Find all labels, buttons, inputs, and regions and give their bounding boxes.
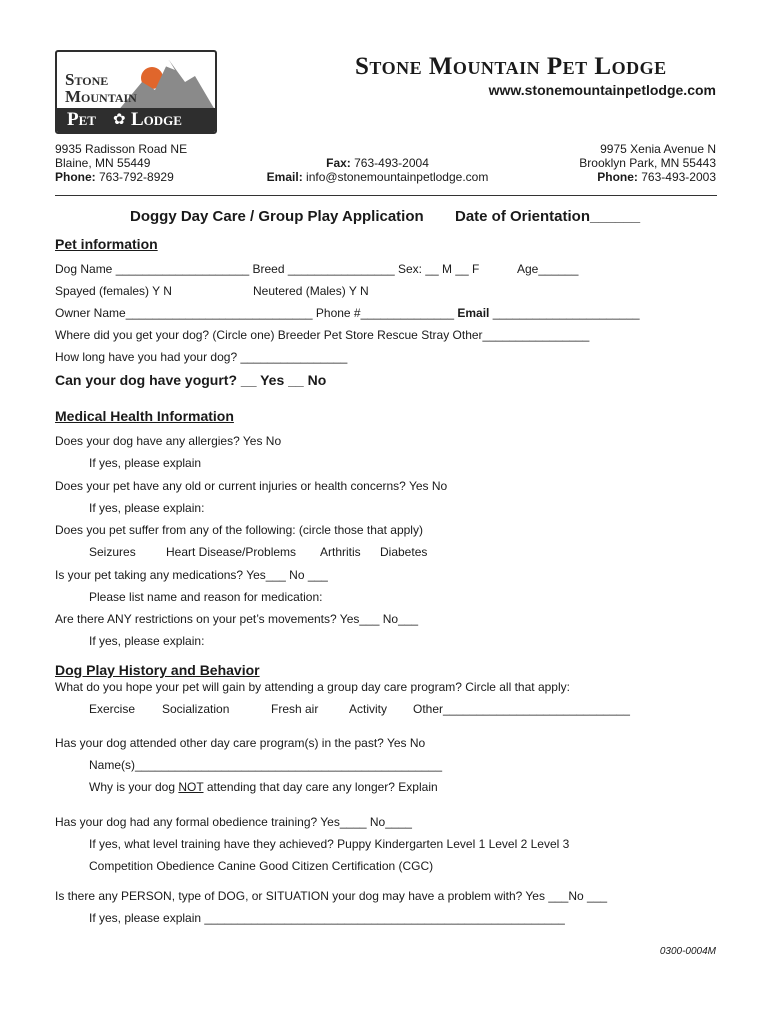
hope-question: What do you hope your pet will gain by attending a group day care program? Circle all that apply: [55, 680, 570, 694]
left-phone [55, 170, 187, 184]
injuries-question[interactable]: Does your pet have any old or current injuries or health concerns? Yes No [55, 479, 448, 493]
conditions-question: Does you pet suffer from any of the following: (circle those that apply) [55, 523, 423, 537]
form-title: Doggy Day Care / Group Play Application [130, 208, 424, 225]
restrictions-question[interactable]: Are there ANY restrictions on your pet’s movements? Yes___ No___ [55, 612, 419, 626]
why-not-underlined: NOT [178, 780, 204, 794]
form-code: 0300-0004M [659, 946, 716, 957]
header-divider [55, 195, 717, 196]
right-phone-value: 763-493-2003 [637, 170, 716, 184]
fax-line [260, 156, 495, 170]
logo [55, 50, 217, 134]
owner-field[interactable] [55, 306, 640, 320]
condition-seizures[interactable]: Seizures [89, 545, 136, 559]
right-address [579, 142, 716, 184]
email-label: Email: [266, 170, 303, 184]
medical-heading: Medical Health Information [55, 408, 234, 424]
logo-word-lodge: Lodge [131, 109, 182, 130]
logo-word-stone: Stone [65, 70, 109, 89]
condition-diabetes[interactable]: Diabetes [380, 545, 428, 559]
ownership-duration-field[interactable]: How long have you had your dog? ________________ [55, 350, 348, 364]
left-phone-label: Phone: [55, 170, 96, 184]
paw-icon: ✿ [113, 111, 126, 128]
yogurt-question[interactable]: Can your dog have yogurt? __ Yes __ No [55, 372, 327, 388]
training-levels[interactable]: If yes, what level training have they achieved? Puppy Kindergarten Level 1 Level 2 Level 3 [89, 837, 570, 851]
right-address-line2: Brooklyn Park, MN 55443 [579, 156, 716, 170]
daycare-names-field[interactable]: Name(s)______________________________________________ [89, 758, 442, 772]
problem-question[interactable]: Is there any PERSON, type of DOG, or SITUATION your dog may have a problem with? Yes ___No ___ [55, 889, 608, 903]
why-suffix: attending that day care any longer? Explain [203, 780, 438, 794]
left-address [55, 142, 187, 184]
right-phone-label: Phone: [597, 170, 638, 184]
medications-question[interactable]: Is your pet taking any medications? Yes___ No ___ [55, 568, 328, 582]
email-line [260, 170, 495, 184]
medications-list[interactable]: Please list name and reason for medication: [89, 590, 323, 604]
condition-heart[interactable]: Heart Disease/Problems [166, 545, 297, 559]
left-phone-value: 763-792-8929 [95, 170, 174, 184]
competition-options[interactable]: Competition Obedience Canine Good Citizen Certification (CGC) [89, 859, 434, 873]
logo-word-mountain: Mountain [65, 87, 137, 106]
fax-value: 763-493-2004 [350, 156, 429, 170]
fax-label: Fax: [326, 156, 351, 170]
orientation-date-field[interactable]: Date of Orientation______ [455, 208, 641, 225]
right-phone [579, 170, 716, 184]
restrictions-explain[interactable]: If yes, please explain: [89, 634, 205, 648]
pet-info-heading: Pet information [55, 236, 158, 252]
logo-word-pet: Pet [67, 109, 96, 130]
condition-arthritis[interactable]: Arthritis [320, 545, 361, 559]
spayed-field[interactable]: Spayed (females) Y N [55, 284, 172, 298]
option-exercise[interactable]: Exercise [89, 702, 136, 716]
why-not-attending[interactable] [89, 780, 438, 794]
dog-name-field[interactable]: Dog Name ____________________ Breed ________________ Sex: __ M __ F [55, 262, 480, 276]
attended-question[interactable]: Has your dog attended other day care program(s) in the past? Yes No [55, 736, 426, 750]
owner-email-label: Email [457, 306, 490, 320]
problem-explain[interactable]: If yes, please explain ______________________________________________________ [89, 911, 565, 925]
dog-source-field[interactable]: Where did you get your dog? (Circle one) Breeder Pet Store Rescue Stray Other________________ [55, 328, 590, 342]
injuries-explain[interactable]: If yes, please explain: [89, 501, 205, 515]
owner-email-line: ______________________ [489, 306, 640, 320]
email-value: info@stonemountainpetlodge.com [302, 170, 489, 184]
allergies-explain[interactable]: If yes, please explain [89, 456, 202, 470]
history-heading: Dog Play History and Behavior [55, 662, 260, 678]
right-address-line1: 9975 Xenia Avenue N [600, 142, 716, 156]
obedience-question[interactable]: Has your dog had any formal obedience training? Yes____ No____ [55, 815, 412, 829]
option-socialization[interactable]: Socialization [162, 702, 230, 716]
why-prefix: Why is your dog [89, 780, 179, 794]
website-link[interactable]: www.stonemountainpetlodge.com [488, 82, 716, 98]
left-address-line1: 9935 Radisson Road NE [55, 142, 188, 156]
neutered-field[interactable]: Neutered (Males) Y N [253, 284, 369, 298]
left-address-line2: Blaine, MN 55449 [55, 156, 151, 170]
age-field[interactable]: Age______ [517, 262, 579, 276]
allergies-question[interactable]: Does your dog have any allergies? Yes No [55, 434, 282, 448]
option-fresh-air[interactable]: Fresh air [271, 702, 319, 716]
option-other[interactable]: Other____________________________ [413, 702, 630, 716]
owner-phone-text: Owner Name____________________________ Phone #______________ [55, 306, 455, 320]
center-contact [260, 156, 495, 184]
business-name: Stone Mountain Pet Lodge [355, 53, 667, 80]
option-activity[interactable]: Activity [349, 702, 388, 716]
